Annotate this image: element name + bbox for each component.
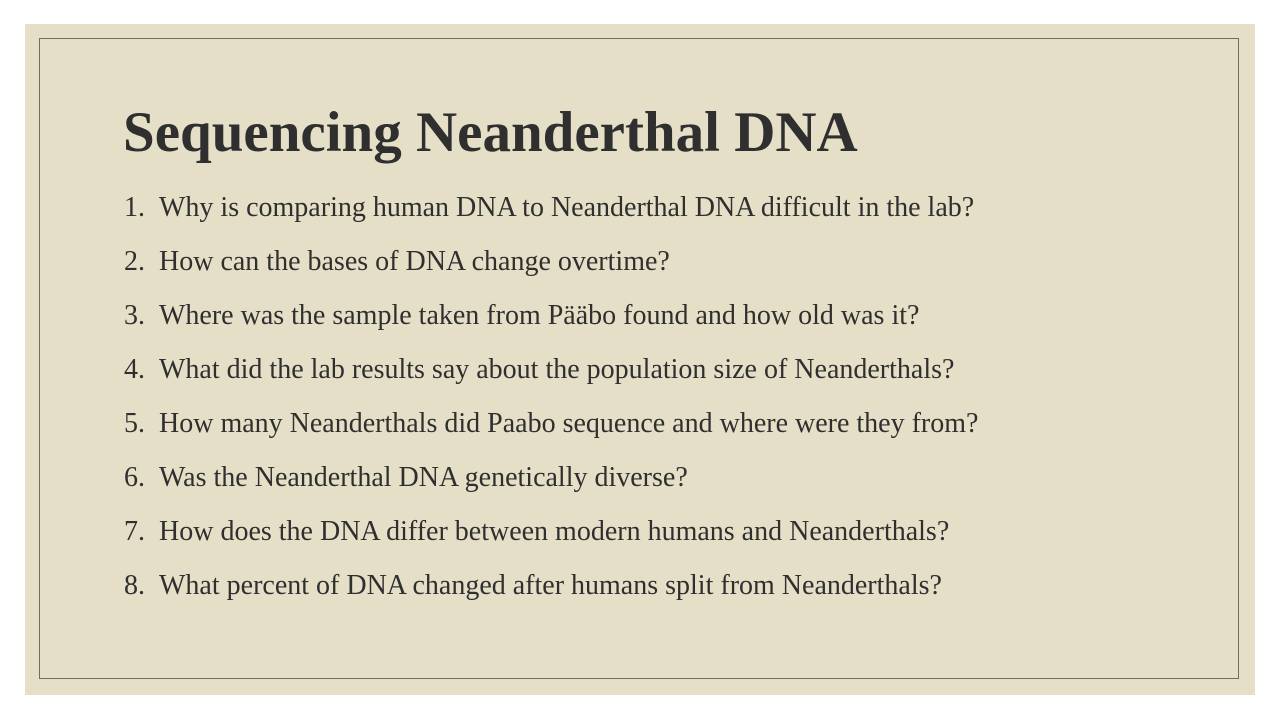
question-number: 2. <box>124 246 159 277</box>
question-text: How can the bases of DNA change overtime? <box>159 246 670 277</box>
question-item <box>101 190 978 244</box>
slide <box>25 24 1255 695</box>
question-item <box>101 406 978 460</box>
question-number: 4. <box>124 354 159 385</box>
question-text: How many Neanderthals did Paabo sequence and where were they from? <box>159 408 979 439</box>
question-text: How does the DNA differ between modern humans and Neanderthals? <box>159 516 950 547</box>
question-item <box>101 514 978 568</box>
question-number: 7. <box>124 516 159 547</box>
question-text: What did the lab results say about the population size of Neanderthals? <box>159 354 955 385</box>
question-number: 3. <box>124 300 159 331</box>
question-text: Why is comparing human DNA to Neanderthal DNA difficult in the lab? <box>159 192 975 223</box>
question-number: 6. <box>124 462 159 493</box>
question-item <box>101 568 978 622</box>
question-text: What percent of DNA changed after humans split from Neanderthals? <box>159 570 942 601</box>
question-number: 8. <box>124 570 159 601</box>
question-item <box>101 298 978 352</box>
question-text: Was the Neanderthal DNA genetically diverse? <box>159 462 688 493</box>
question-item <box>101 352 978 406</box>
question-list <box>101 190 978 622</box>
question-text: Where was the sample taken from Pääbo found and how old was it? <box>159 300 920 331</box>
question-number: 1. <box>124 192 159 223</box>
question-item <box>101 460 978 514</box>
question-item <box>101 244 978 298</box>
slide-title: Sequencing Neanderthal DNA <box>123 101 858 164</box>
question-number: 5. <box>124 408 159 439</box>
